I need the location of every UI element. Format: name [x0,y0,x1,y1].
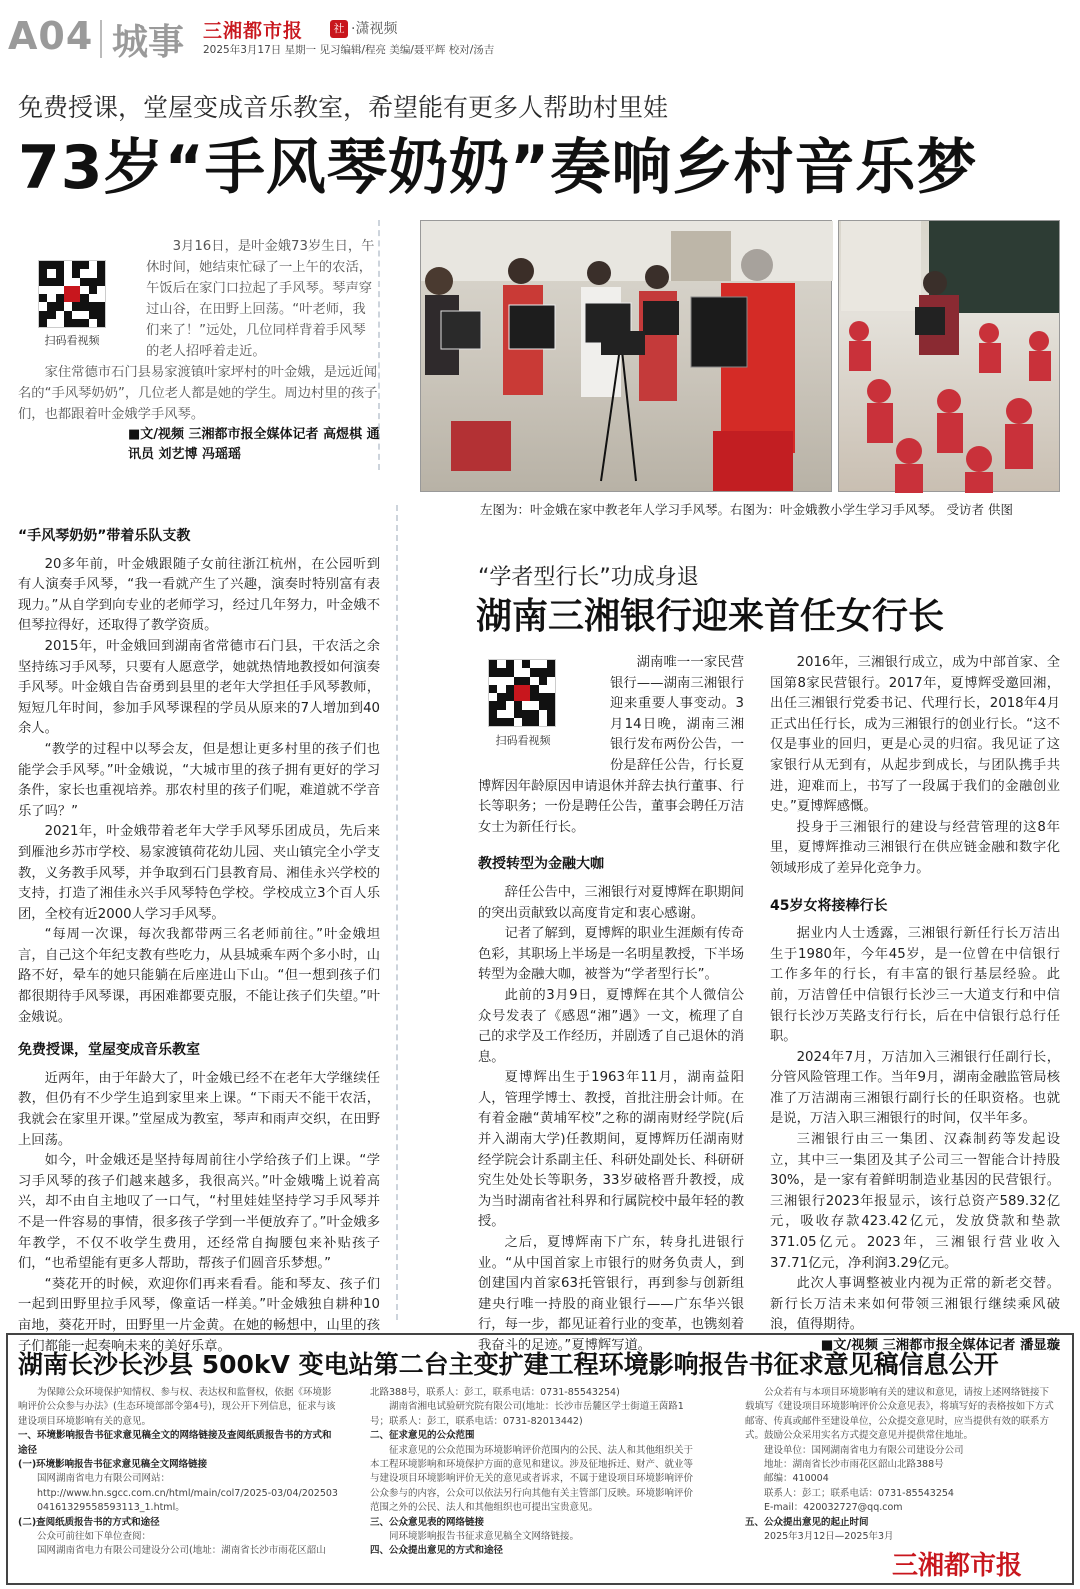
story2-col-2 [770,653,1060,1357]
notice-heading: (二)查阅纸质报告书的方式和途径 [18,1516,160,1528]
notice-col-1 [18,1386,340,1559]
notice-text: 公众若有与本项目环境影响有关的建议和意见，请按上述网络链接下载填写《建设项目环境影响评价公众意见表》，将填写好的表格按如下方式邮寄、传真或邮件至建设单位，公众提交意见时，应当提供有效的联系方式。鼓励公众采用实名方式提交意见并提供常住地址。 [745,1387,1054,1442]
photo-caption: 左图为：叶金娥在家中教老年人学习手风琴。右图为：叶金娥教小学生学习手风琴。 受访者 供图 [480,502,1013,517]
notice-text: 2025年3月12日—2025年3月 [764,1531,894,1543]
qr-caption: 扫码看视频 [495,734,551,747]
story1-body [18,516,380,1357]
story1-paragraph: 2015年，叶金娥回到湖南省常德市石门县，干农活之余坚持练习手风琴，只要有人愿意学，她就热情地教授如何演奏手风琴。叶金娥自告奋勇到县里的老年大学担任手风琴教师，短短几年时间，参加手风琴课程的学员从原来的7人增加到40余人。 [18,638,380,737]
notice-heading: 三、公众意见表的网络链接 [370,1516,485,1528]
photo-illustration [421,221,833,493]
page-number: A04 [8,14,94,58]
story1-paragraph: 20多年前，叶金娥跟随子女前往浙江杭州，在公园听到有人演奏手风琴，“我一看就产生了兴趣，演奏时特别富有表现力。”从自学到向专业的老师学习，经过几年努力，叶金娥不但琴拉得好，还取得了教学资质。 [18,556,380,634]
story2-paragraph: 据业内人士透露，三湘银行新任行长万洁出生于1980年，今年45岁，是一位曾在中信银行工作多年的行长，有丰富的银行基层经验。此前，万洁曾任中信银行长沙三一大道支行和中信银行长沙万芙路支行行长，后在中信银行总行任职。 [770,926,1060,1045]
video-brand-icon: 社 [330,20,348,38]
story1-subhead-2: 免费授课，堂屋变成音乐教室 [18,1042,200,1059]
notice-text: 征求意见的公众范围为环境影响评价范围内的公民、法人和其他组织关于本工程环境影响和环境保护方面的意见和建议。涉及征地拆迁、财产、就业等与建设项目环境影响评价无关的意见或者诉求，不属于建设项目环境影响评价公众参与的内容，公众可以依法另行向其他有关主管部门反映。环境影响评价范围之外的公民、法人和其他组织也可提出宝贵意见。 [370,1444,694,1514]
story1-paragraph: 2021年，叶金娥带着老年大学手风琴乐团成员，先后来到雁池乡苏市学校、易家渡镇荷花幼儿园、夹山镇完全小学支教，义务教手风琴，并争取到石门县教育局、湘佳永兴学校的支持，打造了湘佳永兴手风琴特色学校。学校成立3个百人乐团，全校有近2000人学习手风琴。 [18,824,380,922]
partner-label: ·潇视频 [351,21,398,37]
story2-paragraph: 记者了解到，夏博辉的职业生涯颇有传奇色彩，其职场上半场是一名明星教授，下半场转型为金融大咖，被誉为“学者型行长”。 [478,926,744,983]
story2-paragraph: 2024年7月，万洁加入三湘银行任副行长，分管风险管理工作。当年9月，湖南金融监管局核准了万洁湖南三湘银行副行长的任职资格。也就是说，万洁入职三湘银行的时间，仅半年多。 [770,1049,1060,1127]
story2-paragraph: 2016年，三湘银行成立，成为中部首家、全国第8家民营银行。2017年，夏博辉受邀回湘，出任三湘银行党委书记、代理行长，2018年4月正式出任行长，成为三湘银行的创业行长。“这不仅是事业的回归，更是心灵的归宿。我见证了这家银行从无到有，从起步到成长，与团队携手共进，迎难而上，书写了一段属于我们的金融创业史。”夏博辉感慨。 [770,655,1060,815]
section-name: 城事 [112,22,185,63]
column-divider [396,505,398,1320]
notice-text: 国网湖南省电力有限公司网站： [37,1473,171,1485]
notice-link[interactable]: http://www.hn.sgcc.com.cn/html/main/col7/2025-03/04/20250304161329558593113_1.html。 [37,1487,338,1514]
story2-paragraph: 夏博辉出生于1963年11月，湖南益阳人，管理学博士、教授，首批注册会计师。在有着金融“黄埔军校”之称的湖南财经学院(后并入湖南大学)任教期间，夏博辉历任湖南财经学院会计系副主任、科研处副处长、科研研究生处处长等职务，33岁破格晋升教授，成为当时湖南省社科界和行属院校中最年轻的教授。 [478,1070,744,1230]
story1-paragraph: “葵花开的时候，欢迎你们再来看看。能和琴友、孩子们一起到田野里拉手风琴，像童话一样美。”叶金娥独自耕种10亩地，葵花开时，田野里一片金黄。在她的畅想中，山里的孩子们都能一起奏响未来的美好乐章。 [18,1276,380,1354]
notice-text: 地址：湖南省长沙市雨花区韶山北路388号 [764,1459,944,1471]
story2-paragraph: 此次人事调整被业内视为正常的新老交替。新行长万洁未来如何带领三湘银行继续乘风破浪，值得期待。 [770,1276,1060,1333]
qr-caption: 扫码看视频 [44,334,100,347]
paper-logo: 三湘都市报 [203,20,304,42]
story2-col-1 [478,653,744,1357]
photo-elderly-accordion [420,220,832,492]
qr-block-1[interactable] [38,260,106,348]
notice-text: 为保障公众环境保护知情权、参与权、表达权和监督权，依据《环境影响评价公众参与办法》(生态环境部部令第4号)，现公开下列信息，征求与该建设项目环境影响有关的意见。 [18,1387,336,1427]
notice-text: 同环境影响报告书征求意见稿全文网络链接。 [389,1531,580,1543]
partner-brand [330,18,397,38]
story1-headline: 73岁“手风琴奶奶”奏响乡村音乐梦 [18,133,978,203]
story2-paragraph: 三湘银行由三一集团、汉森制药等发起设立，其中三一集团及其子公司三一智能合计持股30%，是一家有着鲜明制造业基因的民营银行。三湘银行2023年报显示，该行总资产589.32亿元，吸收存款423.42亿元，发放贷款和垫款371.05亿元。2023年，三湘银行营业收入37.71亿元，净利润3.29亿元。 [770,1132,1060,1271]
photo-children-accordion [838,220,1060,492]
story2-byline: ■文/视频 三湘都市报全媒体记者 潘显璇 [820,1338,1060,1353]
header-divider [100,20,102,58]
notice-text: 联系人：彭工；联系电话：0731-85543254 [764,1487,954,1499]
lead-paragraph-2: 家住常德市石门县易家渡镇叶家坪村的叶金娥，是远近闻名的“手风琴奶奶”，几位老人都是她的学生。周边村里的孩子们，也都跟着叶金娥学手风琴。 [18,365,378,422]
notice-heading: 一、环境影响报告书征求意见稿全文的网络链接及查阅纸质报告书的方式和途径 [18,1430,332,1456]
qr-code-icon[interactable] [488,659,556,727]
photo-illustration-2 [839,221,1061,493]
notice-text: 邮编：410004 [764,1473,829,1485]
story1-paragraph: “教学的过程中以琴会友，但是想让更多村里的孩子们也能学会手风琴。”叶金娥说，“大城市里的孩子拥有更好的学习条件，家长也重视培养。那农村里的孩子们呢，难道就不学音乐了吗？” [18,741,380,819]
footer-paper-logo: 三湘都市报 [888,1545,1026,1582]
notice-text: 北路388号，联系人：彭工，联系电话：0731-85543254) [370,1387,620,1398]
story1-paragraph: “每周一次课，每次我都带两三名老师前往。”叶金娥坦言，自己这个年纪支教有些吃力，从县城乘车两个多小时，山路不好，晕车的她只能躺在后座进山下山。“但一想到孩子们都很期待手风琴课，再困难都要克服，不能让孩子们失望。”叶金娥说。 [18,927,380,1025]
story2-headline: 湖南三湘银行迎来首任女行长 [476,596,945,637]
story2-subhead-2: 45岁女将接棒行长 [770,897,888,914]
story2-paragraph: 之后，夏博辉南下广东，转身扎进银行业。“从中国首家上市银行的财务负责人，到创建国内首家63托管银行，再到参与创新组建央行唯一持股的商业银行——广东华兴银行，每一步，都见证着行业的变革，也镌刻着我奋斗的足迹。”夏博辉写道。 [478,1235,744,1353]
story2-paragraph: 投身于三湘银行的建设与经营管理的这8年里，夏博辉推动三湘银行在供应链金融和数字化领域形成了差异化竞争力。 [770,819,1060,876]
story1-subhead-1: “手风琴奶奶”带着乐队支教 [18,528,191,544]
story2-kicker: “学者型行长”功成身退 [478,565,699,590]
story2-paragraph: 此前的3月9日，夏博辉在其个人微信公众号发表了《感恩“湘”遇》一文，梳理了自己的求学及工作经历，并剧透了自己退休的消息。 [478,987,744,1065]
story2-subhead-1: 教授转型为金融大咖 [478,856,604,873]
notice-text: 公众可前往如下单位查阅： [37,1531,152,1543]
notice-col-3 [745,1386,1055,1544]
lead-paragraph: 3月16日，是叶金娥73岁生日，午休时间，她结束忙碌了一上午的农活，午饭后在家门口拉起了手风琴。琴声穿过山谷，在田野上回荡。“叶老师，我们来了！”远处，几位同样背着手风琴的老人招呼着走近。 [146,239,375,359]
story1-paragraph: 如今，叶金娥还是坚持每周前往小学给孩子们上课。“学习手风琴的孩子们越来越多，我很高兴。”叶金娥嘴上说着高兴，却不由自主地叹了一口气，“村里娃娃坚持学习手风琴并不是一件容易的事情，很多孩子学到一半便放弃了。”叶金娥多年教学，不仅不收学生费用，还经常自掏腰包来补贴孩子们，“也希望能有更多人帮助，帮孩子们圆音乐梦想。” [18,1153,380,1272]
notice-col-2 [370,1386,700,1559]
story2-paragraph: 湖南唯一一家民营银行——湖南三湘银行迎来重要人事变动。3月14日晚，湖南三湘银行发布两份公告，一份是辞任公告，行长夏博辉因年龄原因申请退休并辞去执行董事、行长等职务；一份是聘任公告，董事会聘任万洁女士为新任行长。 [478,655,744,835]
story2-paragraph: 辞任公告中，三湘银行对夏博辉在职期间的突出贡献致以高度肯定和衷心感谢。 [478,884,744,921]
notice-heading: 五、公众提出意见的起止时间 [745,1516,869,1528]
notice-text: 湖南省湘电试验研究院有限公司(地址：长沙市岳麓区学士街道王茵路1号；联系人：彭工，联系电话：0731-82013442) [370,1401,684,1427]
story1-kicker: 免费授课，堂屋变成音乐教室，希望能有更多人帮助村里娃 [18,93,669,122]
notice-heading: 二、征求意见的公众范围 [370,1430,475,1442]
issue-meta: 2025年3月17日 星期一 见习编辑/程亮 美编/聂平辉 校对/汤吉 [203,44,495,56]
notice-heading: 四、公众提出意见的方式和途径 [370,1545,504,1557]
story1-paragraph: 近两年，由于年龄大了，叶金娥已经不在老年大学继续任教，但仍有不少学生追到家里来上课。“下雨天不能干农活，我就会在家里开课。”堂屋成为教室，琴声和雨声交织，在田野上回荡。 [18,1070,380,1148]
qr-block-2[interactable] [478,653,610,765]
notice-email[interactable]: E-mail：420032727@qq.com [764,1502,903,1514]
notice-title: 湖南长沙长沙县 500kV 变电站第二台主变扩建工程环境影响报告书征求意见稿信息公开 [18,1350,999,1379]
notice-text: 国网湖南省电力有限公司建设分公司(地址：湖南省长沙市雨花区韶山 [37,1545,326,1557]
notice-heading: (一)环境影响报告书征求意见稿全文网络链接 [18,1459,208,1471]
qr-code-icon[interactable] [38,260,106,328]
notice-text: 建设单位：国网湖南省电力有限公司建设分公司 [764,1444,964,1456]
story1-byline: ■文/视频 三湘都市报全媒体记者 高煜棋 通讯员 刘艺博 冯瑶瑶 [128,427,380,462]
